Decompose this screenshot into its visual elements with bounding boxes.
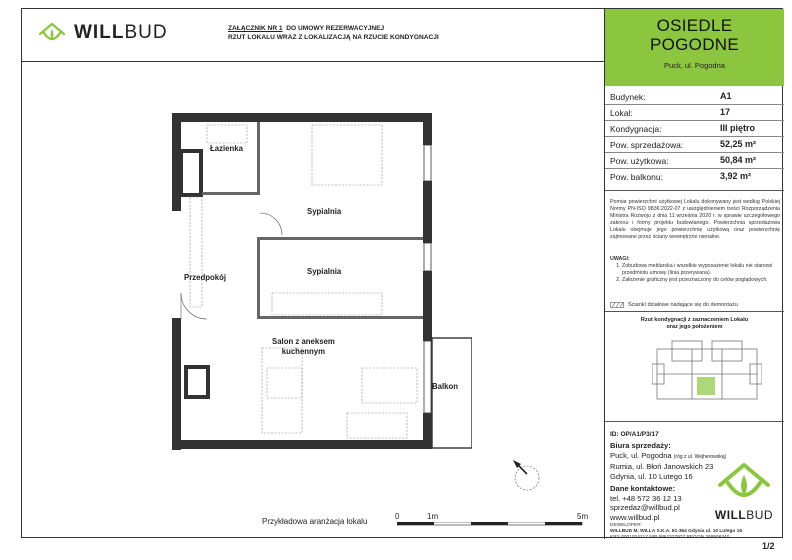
brand-logo-footer	[714, 459, 774, 522]
entrance-door-swing	[181, 293, 207, 319]
room-label-living: Salon z aneksem kuchennym	[272, 337, 335, 356]
room-label-hall: Przedpokój	[184, 273, 227, 282]
bathtub	[207, 125, 247, 143]
tv-unit	[347, 413, 407, 438]
balcony-outline	[432, 338, 472, 448]
east-wall-a	[423, 113, 432, 145]
details-divider	[605, 190, 784, 191]
remarks-title: UWAGI:	[610, 256, 630, 262]
brand-name-footer: WILLBUD	[714, 508, 774, 522]
remark-item: 2. Założenie graficzny jest przeznaczony do celów poglądowych.	[622, 277, 780, 284]
estate-header	[605, 9, 784, 86]
north-arrow-icon	[509, 456, 545, 492]
detail-row: Pow. balkonu: 3,92 m²	[610, 171, 752, 182]
room-label-balcony: Balkon	[432, 382, 458, 391]
detail-row: Kondygnacja: III piętro	[605, 121, 784, 137]
room-label-bathroom: Łazienka	[210, 144, 243, 153]
sales-offices-title: Biura sprzedaży:	[610, 441, 671, 450]
unit-id: ID: OP/A1/P3/17	[610, 431, 659, 438]
developer-info: DEWELOPER: WILLBUD M. WILLA S.K.A. 81-364 Gdynia ul. 10 Lutego 16 KRS 0001024217 NIP 5862327977 REGON 369506340	[610, 523, 743, 540]
room-label-bedroom-2: Sypialnia	[307, 267, 342, 276]
contact-phone[interactable]: tel. +48 572 36 12 13	[610, 493, 682, 503]
bath-wall	[257, 122, 260, 194]
dining-table	[267, 368, 302, 398]
detail-row: Budynek: A1	[605, 89, 784, 105]
bedroom-door-swing	[260, 213, 282, 235]
house-leaf-icon	[714, 459, 774, 507]
south-wall	[172, 440, 432, 449]
east-wall-d	[423, 413, 432, 449]
room-label-bedroom-1: Sypialnia	[307, 207, 342, 216]
bedroom-bottom-wall	[257, 316, 423, 319]
hatched-wall-icon	[610, 302, 624, 308]
page-number: 1/2	[762, 541, 775, 551]
unit-details-table	[605, 89, 784, 185]
bed-1	[312, 125, 382, 185]
floor-plan	[172, 113, 472, 463]
wall-legend	[610, 302, 738, 308]
bath-wall-bottom	[202, 192, 260, 195]
hall-wardrobe	[190, 197, 202, 307]
wall-legend-text: Ściankí działowe nadające się do demontażu	[628, 302, 738, 308]
shaft-bottom	[186, 367, 208, 397]
sheet	[21, 8, 783, 538]
detail-row: Pow. użytkowa: 50,84 m²	[605, 153, 784, 169]
brand-logo	[38, 21, 168, 45]
contact-info	[610, 484, 682, 522]
estate-address: Puck, ul. Pogodna	[664, 61, 725, 70]
scale-ruler	[397, 522, 587, 526]
scale-tick-0: 0	[395, 512, 400, 521]
shaft-top	[181, 151, 201, 195]
window-1	[424, 145, 431, 181]
hall-wall	[257, 240, 260, 316]
floor-location-map	[652, 339, 762, 409]
annex-title	[228, 24, 439, 42]
detail-row: Lokal: 17	[605, 105, 784, 121]
kitchen-counter	[262, 348, 302, 433]
contact-email[interactable]: sprzedaz@willbud.pl	[610, 503, 680, 512]
location-title: Rzut kondygnacji z zaznaczeniem Lokalu oraz jego położeniem	[640, 317, 749, 330]
annex-number: ZAŁĄCZNIK NR 1	[228, 25, 283, 32]
north-wall	[172, 113, 432, 122]
bed-2-wardrobe	[272, 293, 382, 315]
contact-website[interactable]: www.willbud.pl	[610, 512, 660, 522]
header-divider	[22, 61, 604, 62]
measurement-note: Pomiar powierzchni użytkowej Lokalu dokonywany jest według Polskiej Normy PN-ISO 9836:2022-07 z uwzględnieniem treści Rozporządzenia Ministra Rozwoju z dnia 11 września 2020 r. w sprawie szczegółowego zakresu i formy projektu budowlanego. Powierzchnia sprzedażowa Lokalu obejmuje jego powierzchnię użytkową oraz powierzchnię zajmowane przez ściany wewnętrzne nienalne.	[610, 199, 780, 240]
scale-tick-1m: 1m	[427, 512, 439, 521]
window-2	[424, 243, 431, 271]
sales-offices: Biura sprzedaży: Puck, ul. Pogodna (róg z ul. Wejherowską) Rumia, ul. Błoń Janowskich 23 Gdynia, ul. 10 Lutego 16	[610, 441, 727, 481]
east-wall-b	[423, 181, 432, 243]
remark-item: 1. Zobudowa meblarska i wszelkie wyposażenie lokalu nie stanowi przedmiotu umowy (linia przerywana).	[622, 263, 780, 277]
estate-name-line2: POGODNE	[649, 35, 739, 54]
house-leaf-icon	[38, 21, 66, 45]
window-3	[424, 341, 431, 413]
remarks	[610, 256, 780, 284]
estate-name-line1: OSIEDLE	[656, 16, 733, 35]
annex-description: RZUT LOKALU WRAZ Z LOKALIZACJĄ NA RZUCIE KONDYGNACJI	[228, 34, 439, 41]
scale-label: Przykładowa aranżacja lokalu	[262, 517, 368, 526]
west-wall-lower	[172, 318, 181, 450]
sofa	[362, 368, 417, 403]
highlighted-unit	[697, 377, 715, 395]
east-wall-c	[423, 271, 432, 341]
remarks-divider	[605, 311, 784, 312]
scale-tick-5m: 5m	[577, 512, 589, 521]
detail-row: Pow. sprzedażowa: 52,25 m²	[605, 137, 784, 153]
annex-subject: DO UMOWY REZERWACYJNEJ	[286, 25, 385, 32]
location-divider	[605, 421, 784, 422]
brand-name: WILLBUD	[74, 22, 168, 43]
bedroom-divider	[257, 237, 423, 240]
contact-title: Dane kontaktowe:	[610, 484, 675, 493]
